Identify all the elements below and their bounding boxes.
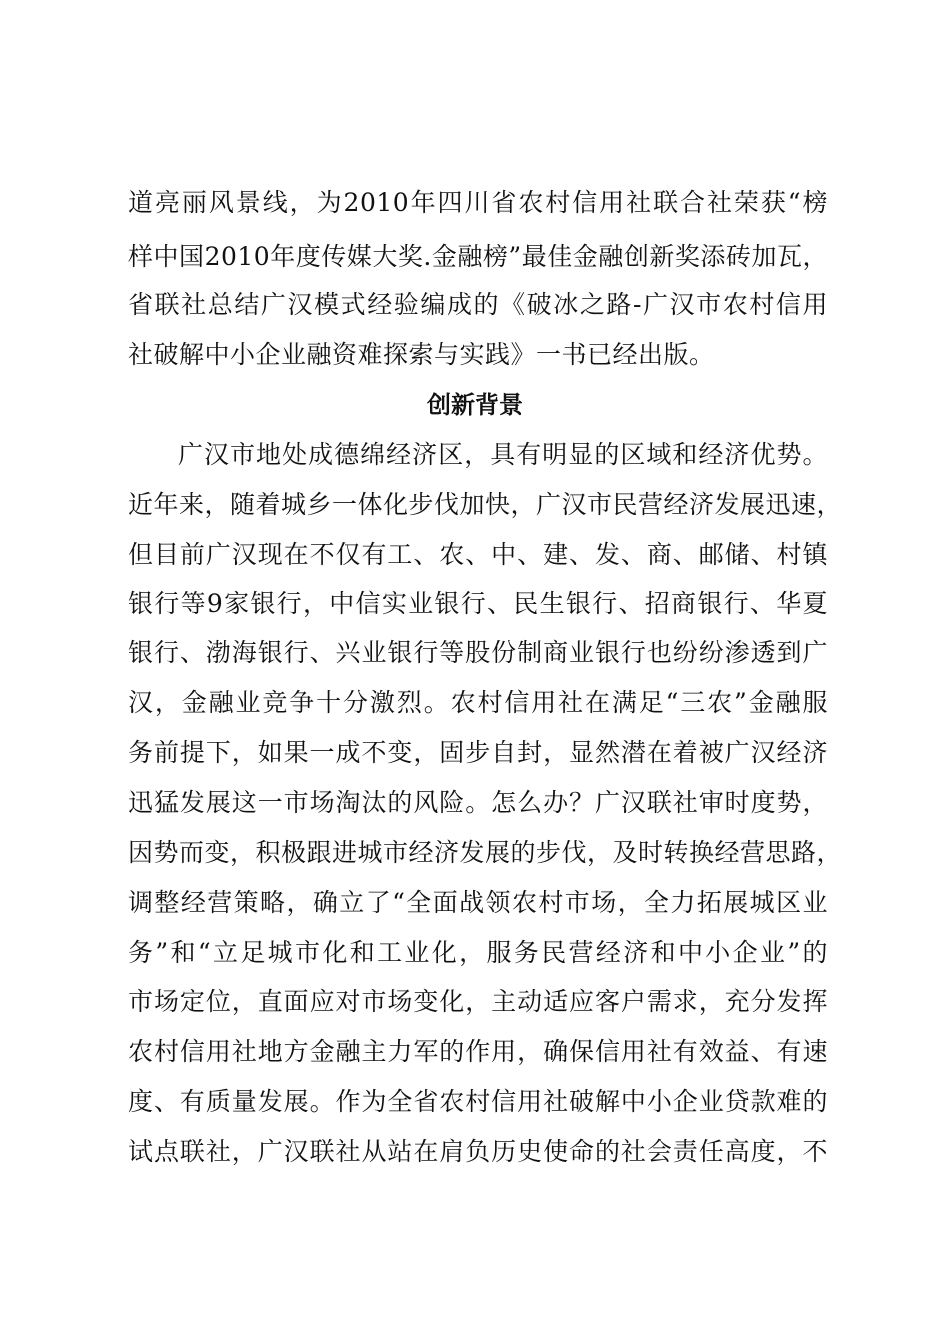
paragraph-line: 银行等9家银行，中信实业银行、民生银行、招商银行、华夏: [128, 589, 828, 618]
paragraph-line: 汉，金融业竞争十分激烈。农村信用社在满足“三农”金融服: [128, 688, 828, 717]
paragraph-line: 社破解中小企业融资难探索与实践》一书已经出版。: [128, 340, 715, 369]
section-heading: 创新背景: [427, 391, 523, 419]
paragraph-line: 道亮丽风景线，为2010年四川省农村信用社联合社荣获“榜: [128, 188, 828, 217]
paragraph-line: 因势而变，积极跟进城市经济发展的步伐，及时转换经营思路，: [128, 838, 843, 867]
paragraph-line: 调整经营策略，确立了“全面战领农村市场，全力拓展城区业: [128, 888, 828, 917]
paragraph-line: 市场定位，直面应对市场变化，主动适应客户需求，充分发挥: [128, 987, 828, 1016]
paragraph-line: 试点联社，广汉联社从站在肩负历史使命的社会责任高度，不: [128, 1137, 828, 1166]
paragraph-line: 样中国2010年度传媒大奖.金融榜”最佳金融创新奖添砖加瓦，: [128, 242, 828, 271]
paragraph-line: 度、有质量发展。作为全省农村信用社破解中小企业贷款难的: [128, 1087, 828, 1116]
paragraph-line: 近年来，随着城乡一体化步伐加快，广汉市民营经济发展迅速，: [128, 490, 843, 519]
paragraph-line: 广汉市地处成德绵经济区，具有明显的区域和经济优势。: [178, 440, 828, 469]
paragraph-line: 但目前广汉现在不仅有工、农、中、建、发、商、邮储、村镇: [128, 540, 828, 569]
paragraph-line: 务前提下，如果一成不变，固步自封，显然潜在着被广汉经济: [128, 738, 828, 767]
paragraph-line: 迅猛发展这一市场淘汰的风险。怎么办？广汉联社审时度势，: [128, 788, 828, 817]
paragraph-line: 省联社总结广汉模式经验编成的《破冰之路-广汉市农村信用: [128, 290, 828, 319]
paragraph-line: 务”和“立足城市化和工业化，服务民营经济和中小企业”的: [128, 938, 828, 967]
paragraph-line: 农村信用社地方金融主力军的作用，确保信用社有效益、有速: [128, 1037, 828, 1066]
paragraph-line: 银行、渤海银行、兴业银行等股份制商业银行也纷纷渗透到广: [128, 638, 828, 667]
